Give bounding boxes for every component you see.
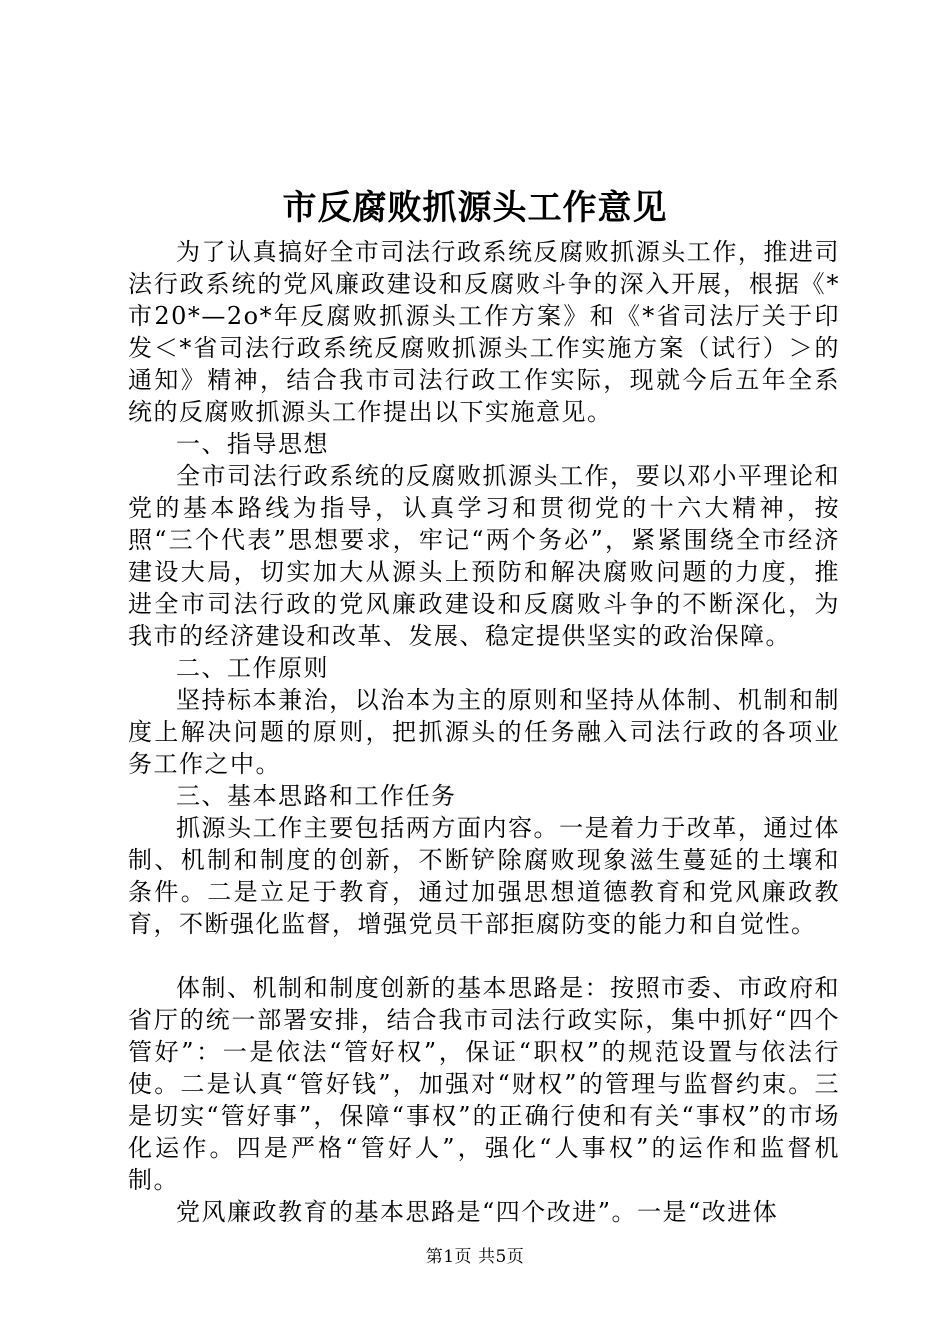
section-heading-guiding-thought: 一、指导思想 bbox=[176, 430, 329, 458]
paragraph-intro: 为了认真搞好全市司法行政系统反腐败抓源头工作，推进司法行政系统的党风廉政建设和反腐败斗争的深入开展，根据《*市20*—2o*年反腐败抓源头工作方案》和《*省司法厅关于印发＜*省司法行政系统反腐败抓源头工作实施方案（试行）＞的通知》精神，结合我市司法行政工作实际，现就今后五年全系统的反腐败抓源头工作提出以下实施意见。 bbox=[128, 238, 840, 426]
paragraph-tasks: 抓源头工作主要包括两方面内容。一是着力于改革，通过体制、机制和制度的创新，不断铲除腐败现象滋生蔓延的土壤和条件。二是立足于教育，通过加强思想道德教育和党风廉政教育，不断强化监督，增强党员干部拒腐防变的能力和自觉性。 bbox=[128, 814, 840, 938]
document-body bbox=[128, 236, 840, 1228]
paragraph-principles: 坚持标本兼治，以治本为主的原则和坚持从体制、机制和制度上解决问题的原则，把抓源头的任务融入司法行政的各项业务工作之中。 bbox=[128, 686, 840, 778]
document-title: 市反腐败抓源头工作意见 bbox=[282, 188, 668, 228]
paragraph-education: 党风廉政教育的基本思路是“四个改进”。一是“改进体 bbox=[176, 1198, 779, 1226]
paragraph-system-innovation: 体制、机制和制度创新的基本思路是：按照市委、市政府和省厅的统一部署安排，结合我市司法行政实际，集中抓好“四个管好”：一是依法“管好权”，保证“职权”的规范设置与依法行使。二是认真“管好钱”，加强对“财权”的管理与监督约束。三是切实“管好事”，保障“事权”的正确行使和有关“事权”的市场化运作。四是严格“管好人”，强化“人事权”的运作和监督机制。 bbox=[128, 974, 840, 1194]
section-heading-tasks: 三、基本思路和工作任务 bbox=[176, 782, 457, 810]
page-number-footer: 第1页 共5页 bbox=[425, 1247, 525, 1267]
paragraph-guiding-thought: 全市司法行政系统的反腐败抓源头工作，要以邓小平理论和党的基本路线为指导，认真学习和贯彻党的十六大精神，按照“三个代表”思想要求，牢记“两个务必”，紧紧围绕全市经济建设大局，切实加大从源头上预防和解决腐败问题的力度，推进全市司法行政的党风廉政建设和反腐败斗争的不断深化，为我市的经济建设和改革、发展、稳定提供坚实的政治保障。 bbox=[128, 462, 840, 650]
section-heading-principles: 二、工作原则 bbox=[176, 654, 329, 682]
